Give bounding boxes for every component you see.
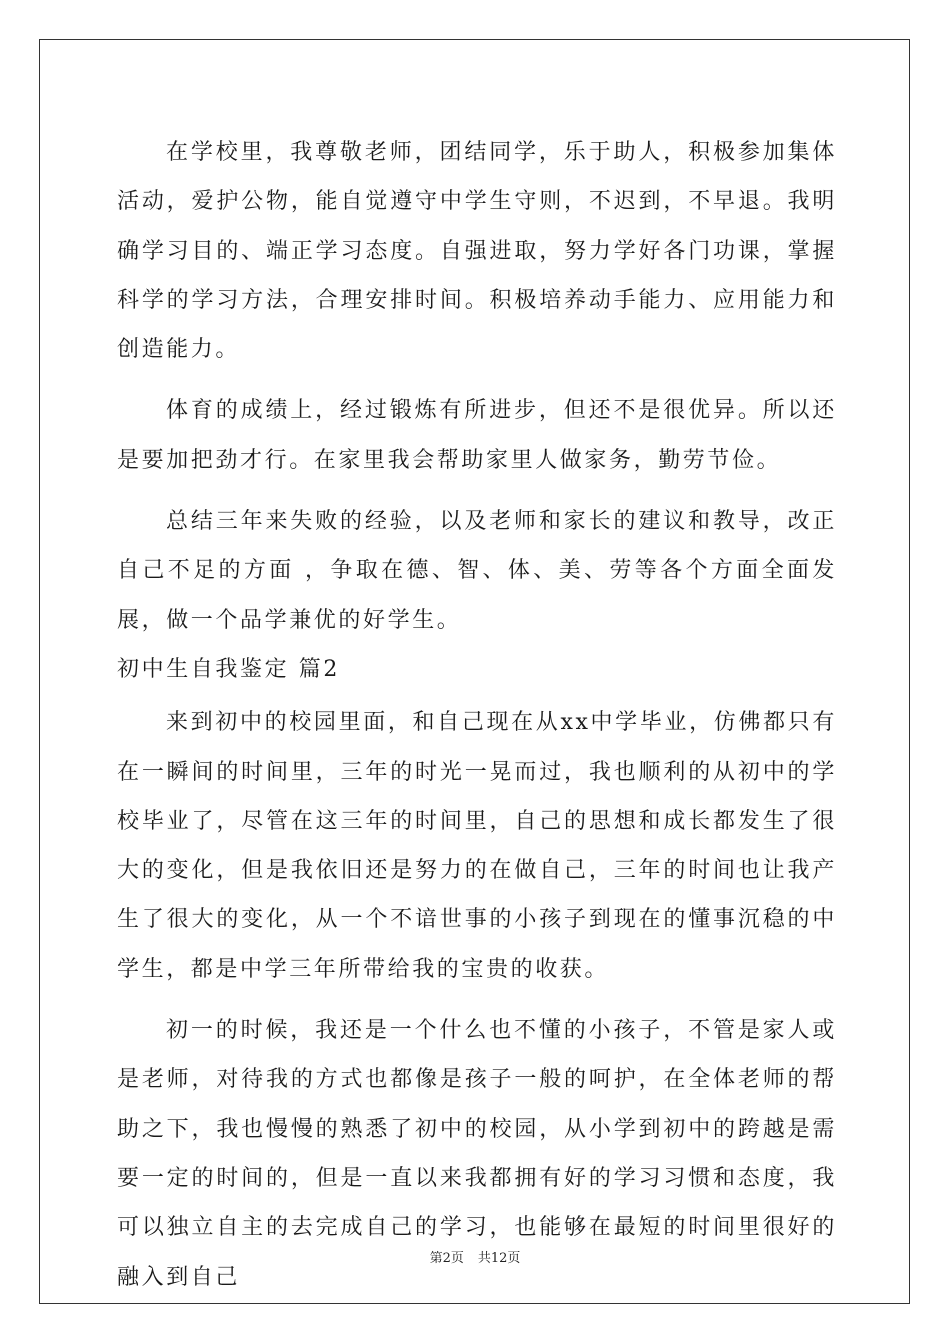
page-total: 共12页 [477,1251,521,1266]
paragraph-summary: 总结三年来失败的经验，以及老师和家长的建议和教导，改正自己不足的方面 ，争取在德、智、体、美、劳等各个方面全面发展，做一个品学兼优的好学生。 [117,509,837,633]
page-footer [0,1247,950,1266]
page-number: 第2页 [429,1251,464,1266]
paragraph-school-conduct: 在学校里，我尊敬老师，团结同学，乐于助人，积极参加集体活动，爱护公物，能自觉遵守中学生守则，不迟到，不早退。我明确学习目的、端正学习态度。自强进取，努力学好各门功课，掌握科学的学习方法，合理安排时间。积极培养动手能力、应用能力和创造能力。 [117,140,837,363]
paragraph-first-year: 初一的时候，我还是一个什么也不懂的小孩子，不管是家人或是老师，对待我的方式也都像是孩子一般的呵护，在全体老师的帮助之下，我也慢慢的熟悉了初中的校园，从小学到初中的跨越是需要一定的时间的，但是一直以来我都拥有好的学习习惯和态度，我可以独立自主的去完成自己的学习，也能够在最短的时间里很好的融入到自己 [117,1018,837,1290]
paragraph-sports: 体育的成绩上，经过锻炼有所进步，但还不是很优异。所以还是要加把劲才行。在家里我会帮助家里人做家务，勤劳节俭。 [117,398,837,473]
section-heading: 初中生自我鉴定 篇2 [117,656,340,682]
paragraph-graduation: 来到初中的校园里面，和自己现在从xx中学毕业，仿佛都只有在一瞬间的时间里，三年的时光一晃而过，我也顺利的从初中的学校毕业了，尽管在这三年的时间里，自己的思想和成长都发生了很大的变化，但是我依旧还是努力的在做自己，三年的时间也让我产生了很大的变化，从一个不谙世事的小孩子到现在的懂事沉稳的中学生，都是中学三年所带给我的宝贵的收获。 [117,710,837,982]
document-body [117,128,837,1302]
